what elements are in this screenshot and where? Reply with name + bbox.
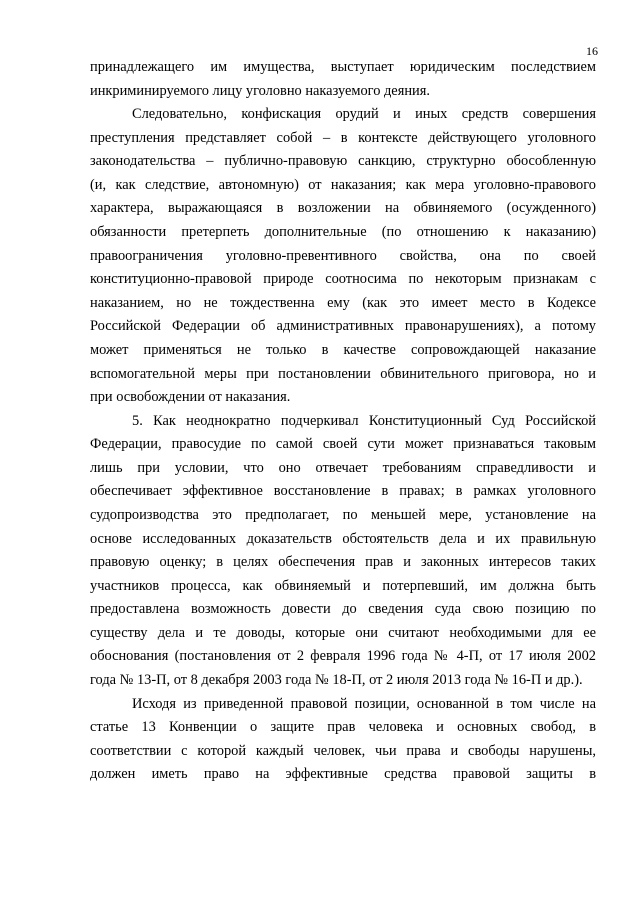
text-line: (и, как следствие, автономную) от наказания; как мера уголовно-правового [90,176,596,193]
page-number: 16 [586,44,598,58]
text-line: Исходя из приведенной правовой позиции, основанной в том числе на [132,695,596,712]
paragraph-legal-position [90,693,596,787]
text-line: предоставлена возможность довести до сведения суда свою позицию по [90,601,596,618]
text-line: лишь при условии, что оно отвечает требованиям справедливости и [90,459,596,476]
text-line: Следовательно, конфискация орудий и иных средств совершения [132,106,596,123]
text-line: вспомогательной меры при постановлении обвинительного приговора, но и [90,365,596,382]
text-line: судопроизводства это предполагает, по меньшей мере, установление на [90,506,596,523]
text-line: Федерации, правосудие по самой своей сути может признаваться таковым [90,436,596,453]
text-line: 5. Как неоднократно подчеркивал Конституционный Суд Российской [132,412,596,429]
text-line: основе исследованных доказательств обстоятельств дела и их правильную [90,530,596,547]
paragraph-confiscation [90,103,596,410]
document-body [90,56,596,787]
text-line: законодательства – публично-правовую санкцию, структурно обособленную [90,153,596,170]
text-line: участников процесса, как обвиняемый и потерпевший, им должна быть [90,577,596,594]
text-line: может применяться не только в качестве сопровождающей наказание [90,341,596,358]
paragraph-item-5 [90,410,596,693]
text-line: соответствии с которой каждый человек, чьи права и свободы нарушены, [90,742,596,759]
text-line: преступления представляет собой – в контексте действующего уголовного [90,129,596,146]
text-line: принадлежащего им имущества, выступает юридическим последствием [90,59,596,75]
text-line: правовую оценку; в целях обеспечения прав и законных интересов таких [90,554,596,571]
paragraph-continuation [90,56,596,103]
text-line: обоснования (постановления от 2 февраля 1996 года № 4-П, от 17 июля 2002 [90,648,596,665]
text-line: статье 13 Конвенции о защите прав человека и основных свобод, в [90,719,596,736]
text-line: наказанием, но не тождественна ему (как это имеет место в Кодексе [90,294,596,311]
text-line: при освобождении от наказания. [90,389,291,406]
text-line: существу дела и те доводы, которые они считают необходимыми для ее [90,624,596,641]
text-line: инкриминируемого лицу уголовно наказуемого деяния. [90,82,430,99]
text-line: года № 13-П, от 8 декабря 2003 года № 18-П, от 2 июля 2013 года № 16-П и др.). [90,672,583,689]
text-line: обязанности претерпеть дополнительные (по отношению к наказанию) [90,224,596,241]
text-line: конституционно-правовой природе соотносима по некоторым признакам с [90,271,596,288]
text-line: характера, выражающаяся в возложении на обвиняемого (осужденного) [90,200,596,217]
text-line: обеспечивает эффективное восстановление в правах; в рамках уголовного [90,483,596,500]
text-line: правоограничения уголовно-превентивного свойства, она по своей [90,247,596,264]
text-line: должен иметь право на эффективные средства правовой защиты в [90,766,596,783]
text-line: Российской Федерации об административных правонарушениях), а потому [90,318,596,335]
